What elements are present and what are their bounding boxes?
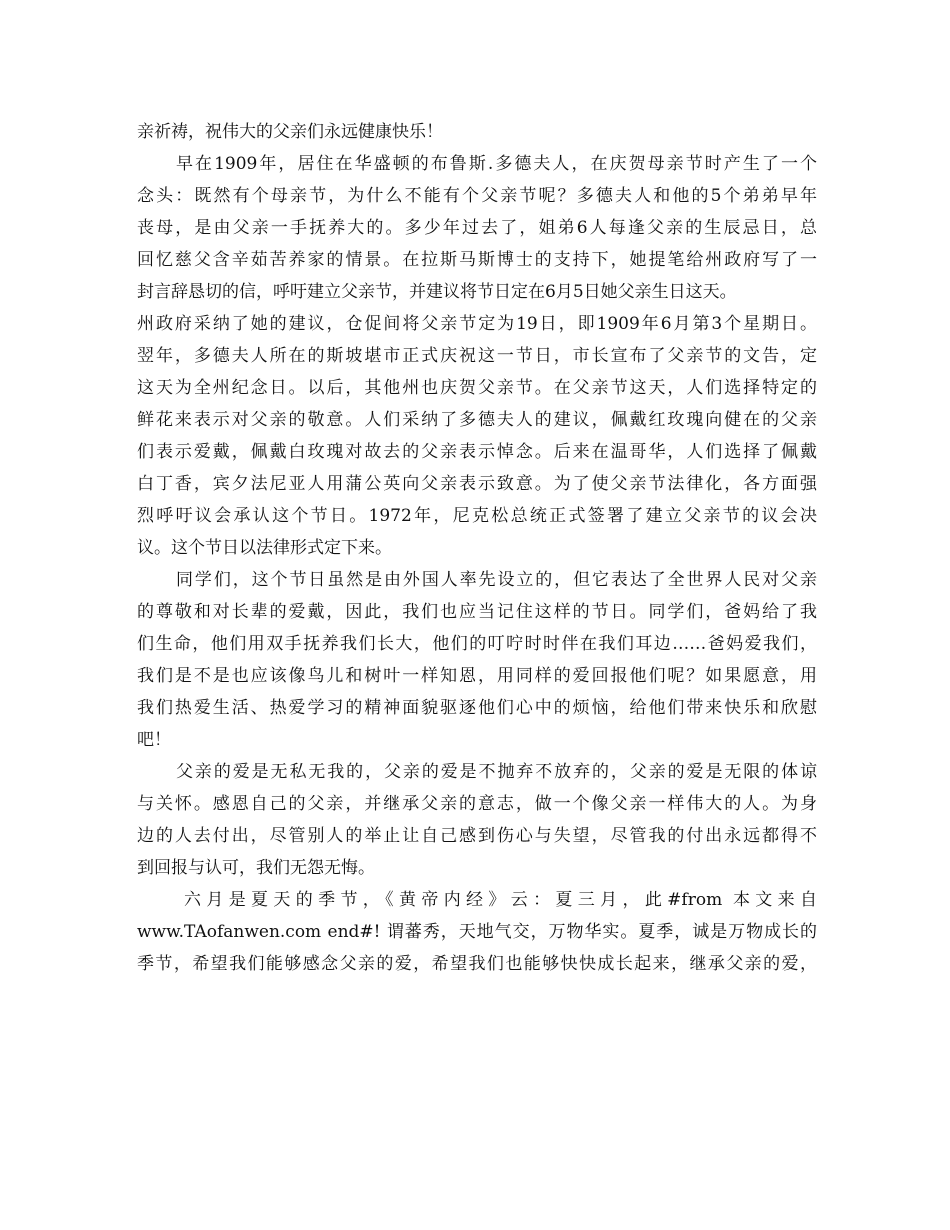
text-line: 鲜花来表示对父亲的敬意。人们采纳了多德夫人的建议，佩戴红玫瑰向健在的父亲 (137, 410, 817, 430)
paragraph-first-line: 六月是夏天的季节，《黄帝内经》云：夏三月，此#from 本文来自 (184, 890, 817, 910)
text-line: 封言辞恳切的信，呼吁建立父亲节，并建议将节日定在6月5日她父亲生日这天。 (137, 282, 737, 302)
text-line: 与关怀。感恩自己的父亲，并继承父亲的意志，做一个像父亲一样伟大的人。为身 (137, 794, 817, 814)
text-line: 我们是不是也应该像鸟儿和树叶一样知恩，用同样的爱回报他们呢？如果愿意，用 (137, 666, 817, 686)
text-line: 回忆慈父含辛茹苦养家的情景。在拉斯马斯博士的支持下，她提笔给州政府写了一 (137, 250, 817, 270)
text-line: 边的人去付出，尽管别人的举止让自己感到伤心与失望，尽管我的付出永远都得不 (137, 826, 817, 846)
text-line: 翌年，多德夫人所在的斯坡堪市正式庆祝这一节日，市长宣布了父亲节的文告，定 (137, 346, 817, 366)
text-line: 州政府采纳了她的建议，仓促间将父亲节定为19日，即1909年6月第3个星期日。 (137, 314, 817, 334)
paragraph-first-line: 父亲的爱是无私无我的，父亲的爱是不抛弃不放弃的，父亲的爱是无限的体谅 (176, 762, 817, 782)
text-line: 吧！ (137, 730, 171, 750)
text-line: 丧母，是由父亲一手抚养大的。多少年过去了，姐弟6人每逢父亲的生辰忌日，总 (137, 218, 817, 238)
text-line: 到回报与认可，我们无怨无悔。 (137, 858, 375, 878)
text-line: 们表示爱戴，佩戴白玫瑰对故去的父亲表示悼念。后来在温哥华，人们选择了佩戴 (137, 442, 817, 462)
paragraph-first-line: 同学们，这个节日虽然是由外国人率先设立的，但它表达了全世界人民对父亲 (176, 570, 817, 590)
text-line: www.TAofanwen.com end#! 谓蕃秀，天地气交，万物华实。夏季，诚是万物成长的 (137, 922, 817, 942)
text-line: 我们热爱生活、热爱学习的精神面貌驱逐他们心中的烦恼，给他们带来快乐和欣慰 (137, 698, 817, 718)
text-line: 的尊敬和对长辈的爱戴，因此，我们也应当记住这样的节日。同学们，爸妈给了我 (137, 602, 817, 622)
text-line: 白丁香，宾夕法尼亚人用蒲公英向父亲表示致意。为了使父亲节法律化，各方面强 (137, 474, 817, 494)
text-line: 亲祈祷，祝伟大的父亲们永远健康快乐！ (137, 122, 443, 142)
text-line: 们生命，他们用双手抚养我们长大，他们的叮咛时时伴在我们耳边……爸妈爱我们， (137, 634, 817, 654)
text-line: 烈呼吁议会承认这个节日。1972年，尼克松总统正式签署了建立父亲节的议会决 (137, 506, 817, 526)
text-line: 念头：既然有个母亲节，为什么不能有个父亲节呢？多德夫人和他的5个弟弟早年 (137, 186, 817, 206)
text-line: 季节，希望我们能够感念父亲的爱，希望我们也能够快快成长起来，继承父亲的爱， (137, 954, 817, 974)
text-line: 这天为全州纪念日。以后，其他州也庆贺父亲节。在父亲节这天，人们选择特定的 (137, 378, 817, 398)
paragraph-first-line: 早在1909年，居住在华盛顿的布鲁斯.多德夫人，在庆贺母亲节时产生了一个 (176, 154, 817, 174)
text-line: 议。这个节日以法律形式定下来。 (137, 538, 392, 558)
